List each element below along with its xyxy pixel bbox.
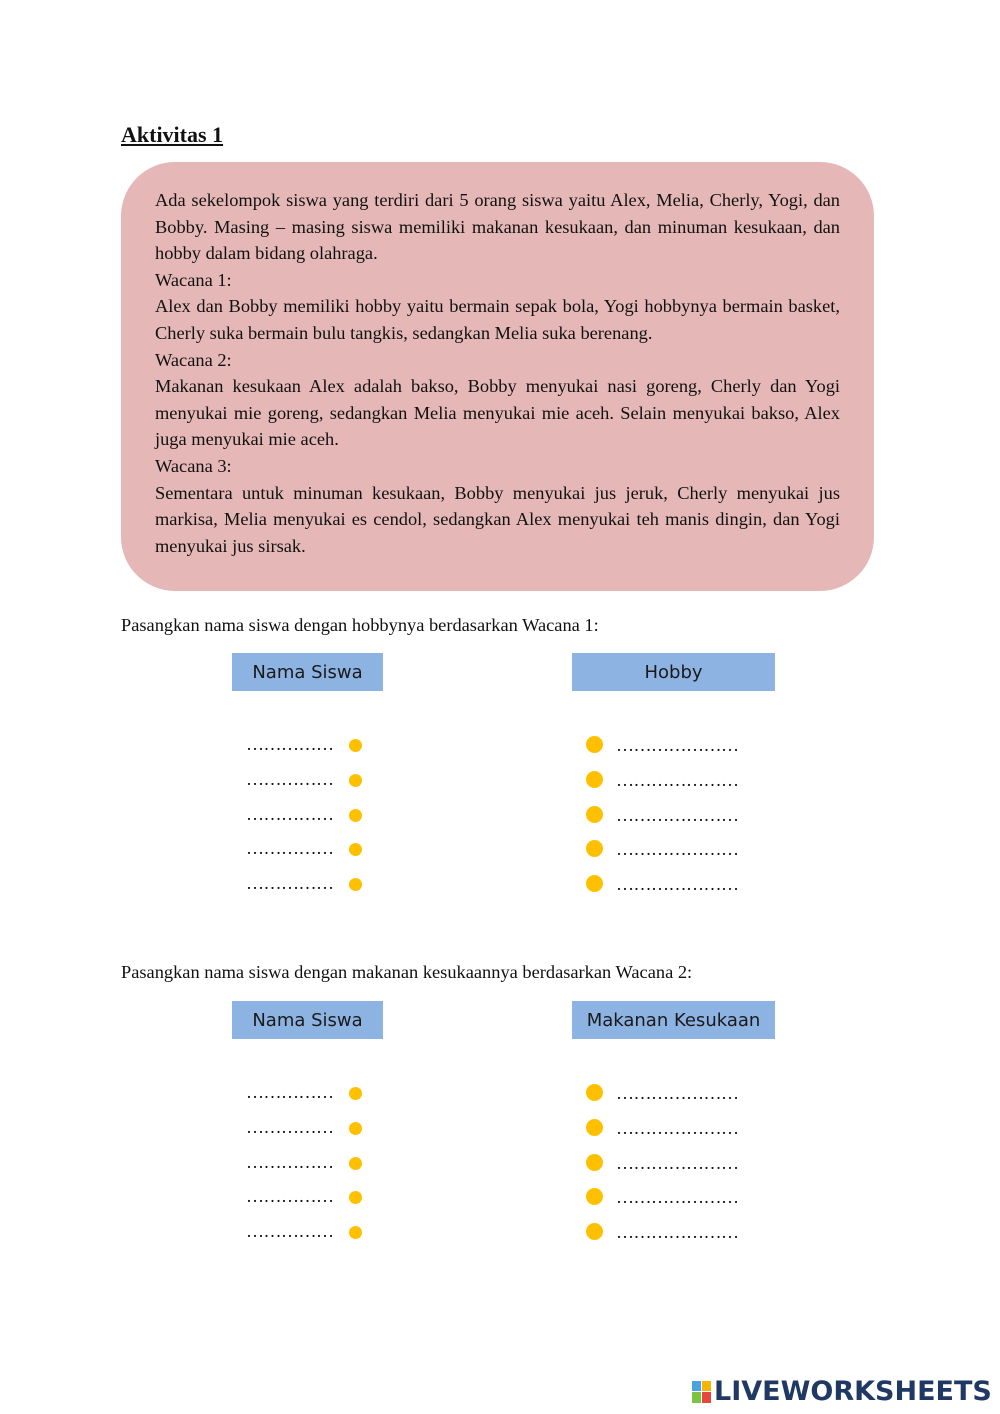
instruction-hobby: Pasangkan nama siswa dengan hobbynya berdasarkan Wacana 1: — [121, 615, 599, 635]
answer-blank-5[interactable]: ………………… — [616, 1222, 739, 1243]
page-title: Aktivitas 1 — [121, 122, 224, 147]
story-box — [121, 162, 874, 591]
name-blank-4[interactable]: …………… — [246, 1186, 334, 1207]
logo-text: LIVEWORKSHEETS — [714, 1376, 992, 1407]
answer-blank-1[interactable]: ………………… — [616, 1083, 739, 1103]
name-blank-3[interactable]: …………… — [246, 1151, 334, 1172]
instruction-makanan: Pasangkan nama siswa dengan makanan kesukaannya berdasarkan Wacana 2: — [121, 962, 693, 982]
name-blank-1[interactable]: …………… — [246, 734, 334, 754]
header-hobby: Hobby — [572, 653, 775, 691]
wacana-2-text: Makanan kesukaan Alex adalah bakso, Bobby menyukai nasi goreng, Cherly dan Yogi menyukai mie goreng, sedangkan Melia menyukai mie aceh. Selain menyukai bakso, Alex juga menyukai mie aceh. — [155, 376, 840, 450]
left-connector-dot[interactable] — [349, 1226, 362, 1239]
left-connector-dot[interactable] — [349, 1122, 362, 1135]
right-connector-dot[interactable] — [586, 1084, 603, 1101]
right-connector-dot[interactable] — [586, 806, 603, 823]
right-connector-dot[interactable] — [586, 875, 603, 892]
answer-blank-3[interactable]: ………………… — [616, 804, 739, 825]
wacana-1-label: Wacana 1: — [155, 269, 232, 290]
right-connector-dot[interactable] — [586, 1223, 603, 1240]
logo-mark-icon — [692, 1381, 711, 1403]
answer-blank-4[interactable]: ………………… — [616, 1187, 739, 1208]
right-connector-dot[interactable] — [586, 736, 603, 753]
answer-blank-3[interactable]: ………………… — [616, 1152, 739, 1173]
answer-blank-1[interactable]: ………………… — [616, 735, 739, 755]
answer-blank-2[interactable]: ………………… — [616, 769, 739, 790]
right-connector-dot[interactable] — [586, 840, 603, 857]
header-nama-siswa-2: Nama Siswa — [232, 1001, 383, 1039]
left-connector-dot[interactable] — [349, 809, 362, 822]
right-connector-dot[interactable] — [586, 771, 603, 788]
name-blank-2[interactable]: …………… — [246, 768, 334, 789]
header-nama-siswa-1: Nama Siswa — [232, 653, 383, 691]
name-blank-5[interactable]: …………… — [246, 1221, 334, 1242]
left-connector-dot[interactable] — [349, 843, 362, 856]
left-connector-dot[interactable] — [349, 774, 362, 787]
right-connector-dot[interactable] — [586, 1188, 603, 1205]
name-blank-3[interactable]: …………… — [246, 803, 334, 824]
wacana-3-text: Sementara untuk minuman kesukaan, Bobby menyukai jus jeruk, Cherly menyukai jus markisa, Melia menyukai es cendol, sedangkan Alex menyukai teh manis dingin, dan Yogi menyukai jus sirsak. — [155, 482, 840, 556]
story-intro: Ada sekelompok siswa yang terdiri dari 5 orang siswa yaitu Alex, Melia, Cherly, Yogi, dan Bobby. Masing – masing siswa memiliki makanan kesukaan, dan minuman kesukaan, dan hobby dalam bidang olahraga. — [155, 190, 840, 264]
wacana-3-label: Wacana 3: — [155, 455, 232, 476]
right-connector-dot[interactable] — [586, 1119, 603, 1136]
wacana-2-label: Wacana 2: — [155, 349, 232, 370]
left-connector-dot[interactable] — [349, 739, 362, 752]
liveworksheets-logo — [692, 1376, 992, 1407]
name-blank-5[interactable]: …………… — [246, 873, 334, 894]
left-connector-dot[interactable] — [349, 1191, 362, 1204]
answer-blank-2[interactable]: ………………… — [616, 1117, 739, 1138]
name-blank-1[interactable]: …………… — [246, 1082, 334, 1102]
left-connector-dot[interactable] — [349, 1157, 362, 1170]
left-connector-dot[interactable] — [349, 878, 362, 891]
name-blank-4[interactable]: …………… — [246, 838, 334, 859]
right-connector-dot[interactable] — [586, 1154, 603, 1171]
left-connector-dot[interactable] — [349, 1087, 362, 1100]
wacana-1-text: Alex dan Bobby memiliki hobby yaitu bermain sepak bola, Yogi hobbynya bermain basket, Cherly suka bermain bulu tangkis, sedangkan Melia suka berenang. — [155, 296, 840, 343]
answer-blank-4[interactable]: ………………… — [616, 839, 739, 860]
answer-blank-5[interactable]: ………………… — [616, 874, 739, 895]
header-makanan-kesukaan: Makanan Kesukaan — [572, 1001, 775, 1039]
name-blank-2[interactable]: …………… — [246, 1116, 334, 1137]
